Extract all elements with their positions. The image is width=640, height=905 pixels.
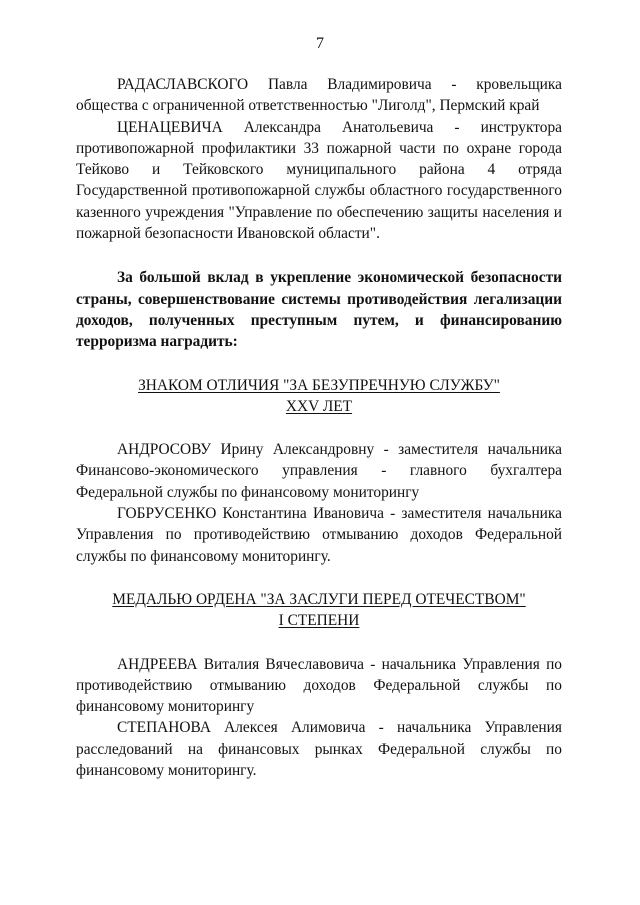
awardee-paragraph-stepanov: СТЕПАНОВА Алексея Алимовича - начальника Управления расследований на финансовых рынках Федеральной службы по финансовому мониторингу.: [76, 719, 562, 780]
spacer: [76, 244, 562, 267]
spacer: [76, 353, 562, 375]
awardee-paragraph-radaslavsky: РАДАСЛАВСКОГО Павла Владимировича - кровельщика общества с ограниченной ответственностью "Лиголд", Пермский край: [76, 76, 562, 115]
awardee-paragraph-tsenatsevich: ЦЕНАЦЕВИЧА Александра Анатольевича - инструктора противопожарной профилактики 33 пожарной части по охране города Тейково и Тейковского муниципального района 4 отряда Государственной противопожарной службы областного государственного казенного учреждения "Управление по обеспечению защиты населения и пожарной безопасности Ивановской области".: [76, 118, 562, 243]
awardee-paragraph-gobrusenko: ГОБРУСЕНКО Константина Ивановича - заместителя начальника Управления по противодействию отмыванию доходов Федеральной службы по финансовому мониторингу.: [76, 505, 562, 565]
section-heading-service-badge: [76, 375, 562, 418]
section-heading-order-medal: [76, 589, 562, 632]
spacer: [76, 632, 562, 654]
section-heading-line: XXV ЛЕТ: [285, 397, 353, 415]
spacer: [76, 567, 562, 589]
section-heading-line: I СТЕПЕНИ: [278, 612, 360, 630]
decree-paragraph: За большой вклад в укрепление экономической безопасности страны, совершенствование системы противодействия легализации доходов, полученных преступным путем, и финансированию терроризма наградить:: [76, 269, 562, 351]
awardee-paragraph-andreev: АНДРЕЕВА Виталия Вячеславовича - начальника Управления по противодействию отмыванию доходов Федеральной службы по финансовому мониторингу: [76, 655, 562, 716]
section-heading-line: ЗНАКОМ ОТЛИЧИЯ "ЗА БЕЗУПРЕЧНУЮ СЛУЖБУ": [138, 376, 500, 394]
spacer: [76, 417, 562, 439]
document-body: [76, 74, 562, 781]
awardee-paragraph-androsova: АНДРОСОВУ Ирину Александровну - заместителя начальника Финансово-экономического управления - главного бухгалтера Федеральной службы по финансовому мониторингу: [76, 441, 562, 501]
page-number: 7: [316, 35, 324, 52]
section-heading-line: МЕДАЛЬЮ ОРДЕНА "ЗА ЗАСЛУГИ ПЕРЕД ОТЕЧЕСТВОМ": [112, 590, 526, 608]
